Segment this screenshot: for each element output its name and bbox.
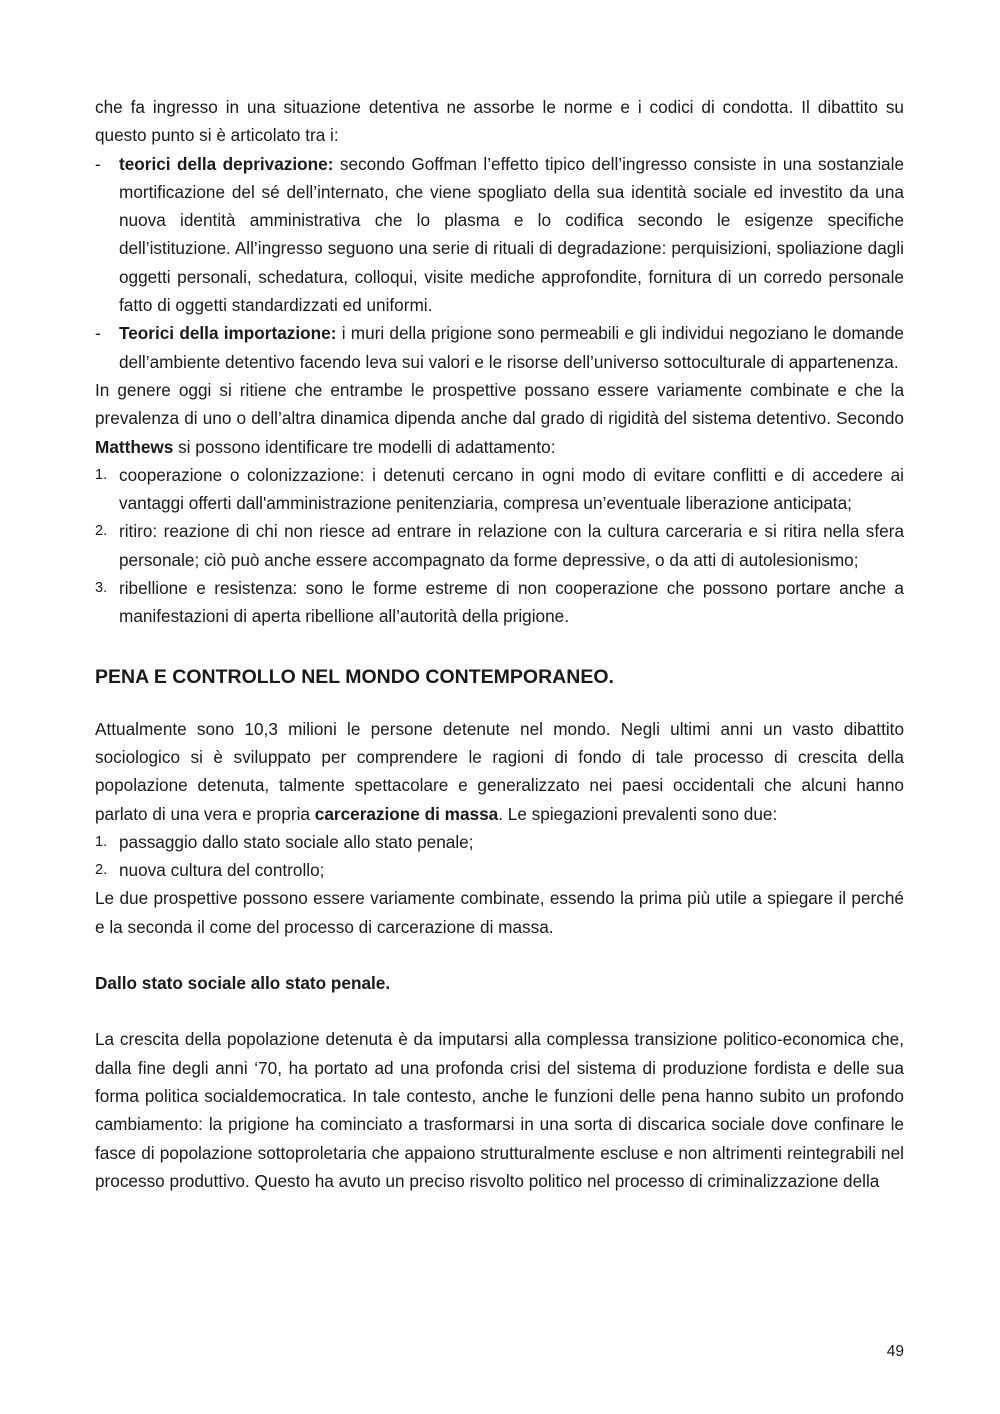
intro-paragraph: che fa ingresso in una situazione detentiva ne assorbe le norme e i codici di condotta. Il dibattito su questo punto si è articolato tra i:: [95, 97, 904, 146]
section-heading: PENA E CONTROLLO NEL MONDO CONTEMPORANEO.: [95, 665, 614, 688]
theory-item-deprivation: [95, 150, 904, 320]
subsection-heading: Dallo stato sociale allo stato penale.: [95, 973, 391, 994]
explanation-item-1: [95, 828, 904, 856]
explanation-text: passaggio dallo stato sociale allo stato penale;: [119, 831, 474, 852]
list-number: 1.: [95, 833, 108, 850]
list-marker: -: [95, 323, 101, 344]
explanation-text: nuova cultura del controllo;: [119, 860, 325, 881]
model-item-1: [95, 461, 904, 518]
theory-term: teorici della deprivazione:: [119, 153, 334, 174]
last-paragraph: La crescita della popolazione detenuta è da imputarsi alla complessa transizione politico-economica che, dalla fine degli anni ‘70, ha portato ad una profonda crisi del sistema di produzione fordista e delle sua forma politica socialdemocratica. In tale contesto, anche le funzioni delle pena hanno subito un profondo cambiamento: la prigione ha cominciato a trasformarsi in una sorta di discarica sociale dove confinare le fasce di popolazione sottoproletaria che appaiono strutturalmente escluse e non altrimenti reintegrabili nel processo produttivo. Questo ha avuto un preciso risvolto politico nel processo di criminalizzazione della: [95, 1029, 904, 1191]
list-number: 1.: [95, 466, 108, 483]
list-number: 3.: [95, 580, 108, 597]
theory-text: secondo Goffman l’effetto tipico dell’ingresso consiste in una sostanziale mortificazione del sé dell’internato, che viene spogliato della sua identità sociale ed investito da una nuova identità amministrativa che lo plasma e lo codifica secondo le esigenze specifiche dell’istituzione. All’ingresso seguono una serie di rituali di degradazione: perquisizioni, spoliazione dagli oggetti personali, schedatura, colloqui, visite mediche approfondite, fornitura di un corredo personale fatto di oggetti standardizzati ed uniformi.: [119, 153, 904, 316]
list-number: 2.: [95, 523, 108, 540]
matthews-name: Matthews: [95, 436, 174, 457]
mass-incarceration-term: carcerazione di massa: [314, 803, 499, 824]
model-item-2: [95, 517, 904, 574]
model-text: ritiro: reazione di chi non riesce ad entrare in relazione con la cultura carceraria e si ritira nella sfera personale; ciò può anche essere accompagnato da forme depressive, o da atti di autolesionismo;: [119, 521, 904, 570]
theory-text: i muri della prigione sono permeabili e gli individui negoziano le domande dell’ambiente detentivo facendo leva sui valori e le risorse dell’universo sottoculturale di appartenenza.: [119, 323, 904, 372]
list-marker: -: [95, 153, 101, 174]
page-number: 49: [886, 1343, 904, 1360]
list-number: 2.: [95, 862, 108, 879]
model-text: ribellione e resistenza: sono le forme estreme di non cooperazione che possono portare anche a manifestazioni di aperta ribellione all’autorità della prigione.: [119, 578, 904, 627]
combined-paragraph: Le due prospettive possono essere variamente combinate, essendo la prima più utile a spiegare il perché e la seconda il come del processo di carcerazione di massa.: [95, 888, 904, 937]
matthews-paragraph: In genere oggi si ritiene che entrambe le prospettive possano essere variamente combinate e che la prevalenza di uno o dell’altra dinamica dipenda anche dal grado di rigidità del sistema detentivo. Secondo Matthews si possono identificare tre modelli di adattamento:: [95, 379, 904, 457]
section-paragraph: Attualmente sono 10,3 milioni le persone detenute nel mondo. Negli ultimi anni un vasto dibattito sociologico si è sviluppato per comprendere le ragioni di fondo di tale processo di crescita della popolazione detenuta, talmente spettacolare e generalizzato nei paesi occidentali che alcuni hanno parlato di una vera e propria carcerazione di massa. Le spiegazioni prevalenti sono due:: [95, 718, 904, 824]
document-page: [95, 93, 904, 1195]
theory-term: Teorici della importazione:: [119, 323, 337, 344]
theory-item-importation: [95, 319, 904, 376]
explanation-item-2: [95, 856, 904, 884]
model-item-3: [95, 574, 904, 631]
model-text: cooperazione o colonizzazione: i detenuti cercano in ogni modo di evitare conflitti e di accedere ai vantaggi offerti dall'amministrazione penitenziaria, compresa un’eventuale liberazione anticipata;: [119, 464, 904, 514]
